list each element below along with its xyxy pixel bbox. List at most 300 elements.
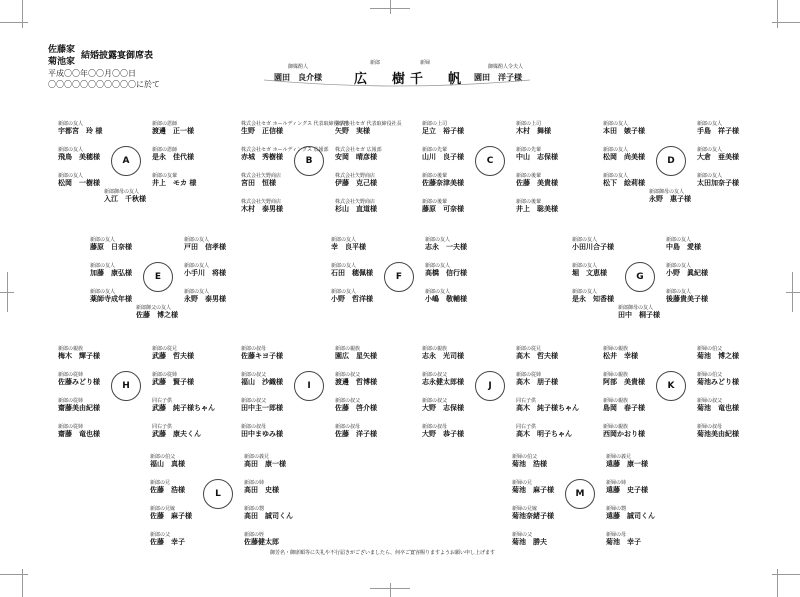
- guest-relation: 新郎の叔父: [335, 398, 361, 404]
- guest-name: 小野 哲洋様: [331, 295, 373, 303]
- guest-relation: 新郎の友人: [603, 173, 629, 179]
- guest-seat: [104, 189, 146, 204]
- guest-name: 園広 星矢様: [335, 352, 377, 360]
- guest-name: 高木 明子ちゃん: [516, 430, 572, 438]
- guest-relation: 新郎の親族: [335, 346, 361, 352]
- guest-name: 永野 泰男様: [184, 295, 226, 303]
- guest-name: 生野 正信様: [241, 127, 283, 135]
- head-right-role: 御媒酌人令夫人: [488, 64, 524, 70]
- crop-mark: [390, 583, 391, 597]
- guest-name: 入江 千秋様: [104, 195, 146, 203]
- guest-seat: [331, 237, 366, 252]
- guest-relation: 新郎の従姉: [58, 372, 84, 378]
- event-venue: 〇〇〇〇〇〇〇〇〇〇〇に於て: [48, 80, 160, 89]
- document-title: 結婚披露宴御席表: [81, 51, 154, 61]
- guest-relation: 新婦の伯父: [697, 372, 723, 378]
- guest-name: 大野 恭子様: [422, 430, 464, 438]
- guest-seat: [335, 424, 377, 439]
- guest-name: 志永健太郎様: [422, 378, 464, 386]
- guest-relation: 新郎の友人: [58, 121, 84, 127]
- family-name: 菊池家: [48, 57, 76, 67]
- guest-name: 福山 沙織様: [241, 378, 283, 386]
- guest-seat: [422, 398, 464, 413]
- guest-name: 足立 裕子様: [422, 127, 464, 135]
- guest-seat: [90, 289, 132, 304]
- table-circle: C: [475, 146, 505, 176]
- guest-seat: [90, 263, 132, 278]
- guest-seat: [152, 147, 194, 162]
- guest-name: 中山 志保様: [516, 153, 558, 161]
- table-circle: F: [384, 262, 414, 292]
- guest-seat: [58, 147, 100, 162]
- guest-seat: [241, 173, 281, 188]
- guest-seat: [697, 173, 739, 188]
- guest-seat: [150, 506, 192, 521]
- guest-seat: [58, 346, 100, 361]
- guest-seat: [512, 480, 554, 495]
- guest-relation: 新郎の従兄: [516, 346, 542, 352]
- guest-name: 小田川合子様: [572, 243, 614, 251]
- guest-name: 佐藤 洋子様: [335, 430, 377, 438]
- guest-name: 遠藤 史子様: [606, 486, 648, 494]
- guest-relation: 新郎の叔父: [335, 372, 361, 378]
- guest-seat: [150, 532, 185, 547]
- guest-name: 本田 嫉子様: [603, 127, 645, 135]
- crop-mark: [370, 588, 410, 589]
- guest-name: 武藤 賢子様: [152, 378, 194, 386]
- table-circle: E: [143, 262, 173, 292]
- guest-seat: [516, 147, 558, 162]
- guest-relation: 新郎の上司: [516, 121, 542, 127]
- guest-seat: [152, 398, 215, 413]
- guest-relation: 新郎の姉: [244, 480, 265, 486]
- guest-name: 志永 一夫様: [425, 243, 467, 251]
- guest-name: 堀 文恵様: [572, 269, 607, 277]
- guest-seat: [90, 237, 132, 252]
- guest-seat: [184, 237, 226, 252]
- guest-relation: 新郎の友人: [331, 289, 357, 295]
- table-circle: H: [111, 371, 141, 401]
- guest-name: 武藤 康夫くん: [152, 430, 201, 438]
- guest-relation: 新婦の叔父: [697, 398, 723, 404]
- guest-name: 薬師寺成年様: [90, 295, 132, 303]
- head-left-name: 園田 良介様: [274, 73, 322, 82]
- guest-seat: [516, 173, 558, 188]
- head-left-role: 御媒酌人: [288, 64, 309, 70]
- guest-relation: 新郎御母の友人: [104, 189, 140, 195]
- guest-relation: 新郎の兄嫁: [150, 506, 176, 512]
- guest-relation: 新郎の従姉: [152, 372, 178, 378]
- guest-name: 高木 純子様ちゃん: [516, 404, 579, 412]
- guest-seat: [606, 506, 655, 521]
- guest-relation: 新郎の叔母: [422, 424, 448, 430]
- table-circle: G: [625, 262, 655, 292]
- guest-seat: [331, 289, 373, 304]
- guest-name: 田中主一郎様: [241, 404, 283, 412]
- guest-relation: 新婦の兄: [512, 480, 533, 486]
- crop-mark: [792, 272, 793, 312]
- crop-mark: [22, 569, 23, 597]
- guest-seat: [152, 372, 194, 387]
- guest-seat: [335, 346, 377, 361]
- guest-name: 高橋 信行様: [425, 269, 467, 277]
- guest-seat: [425, 263, 467, 278]
- guest-name: 菊池 博之様: [697, 352, 739, 360]
- guest-seat: [512, 506, 554, 521]
- guest-seat: [244, 506, 293, 521]
- guest-name: 志永 光司様: [422, 352, 464, 360]
- guest-seat: [666, 237, 701, 252]
- guest-seat: [516, 398, 579, 413]
- guest-seat: [152, 173, 196, 188]
- table-circle: K: [656, 371, 686, 401]
- guest-name: 木村 舞様: [516, 127, 551, 135]
- guest-relation: 新郎の後輩: [422, 199, 448, 205]
- head-table: [262, 58, 532, 88]
- head-table-arc: [262, 78, 532, 90]
- guest-name: 佐藤 啓介様: [335, 404, 377, 412]
- guest-name: 藤原 可奈様: [422, 205, 464, 213]
- guest-relation: 新郎の従姉: [58, 424, 84, 430]
- guest-name: 是永 知香様: [572, 295, 614, 303]
- groom-name: 広 樹: [354, 72, 412, 87]
- guest-name: 佐藤奈津美様: [422, 179, 464, 187]
- guest-name: 宇都宮 玲 様: [58, 127, 103, 135]
- event-date: 平成〇〇年〇〇月〇〇日: [48, 69, 136, 78]
- guest-name: 石田 穂佩様: [331, 269, 373, 277]
- guest-relation: 新郎の友輩: [152, 173, 178, 179]
- guest-name: 菊池 浩様: [512, 460, 547, 468]
- guest-name: 菊池 幸子: [606, 538, 641, 546]
- guest-name: 大倉 亜美様: [697, 153, 739, 161]
- guest-name: 手島 祥子様: [697, 127, 739, 135]
- guest-relation: 新婦の義兄: [606, 454, 632, 460]
- guest-name: 武藤 純子様ちゃん: [152, 404, 215, 412]
- guest-relation: 新郎の上司: [422, 121, 448, 127]
- guest-name: 宮田 恒様: [241, 179, 276, 187]
- crop-mark: [370, 8, 410, 9]
- guest-seat: [422, 346, 464, 361]
- table-circle: M: [565, 479, 595, 509]
- guest-seat: [422, 372, 464, 387]
- guest-seat: [516, 199, 558, 214]
- guest-seat: [603, 147, 645, 162]
- crop-mark: [777, 569, 778, 597]
- table-circle: L: [203, 479, 233, 509]
- guest-relation: 新郎の叔母: [335, 424, 361, 430]
- guest-relation: 新郎の恩師: [152, 147, 178, 153]
- guest-seat: [136, 305, 178, 320]
- guest-name: 齋藤 竜也様: [58, 430, 100, 438]
- guest-name: 渡邊 正一様: [152, 127, 194, 135]
- guest-seat: [58, 121, 102, 136]
- guest-name: 遠藤 康一様: [606, 460, 648, 468]
- guest-relation: 新郎の友人: [425, 263, 451, 269]
- guest-seat: [335, 173, 377, 188]
- guest-seat: [58, 173, 100, 188]
- table-circle: B: [294, 146, 324, 176]
- guest-relation: 新婦の親族: [603, 424, 629, 430]
- guest-relation: 株式会社セガ ホールディングス 代表取締役専務: [241, 121, 349, 127]
- guest-relation: 新郎の友人: [697, 121, 723, 127]
- guest-relation: 新郎の親族: [422, 346, 448, 352]
- guest-seat: [241, 398, 283, 413]
- guest-relation: 株式会社セガ 代表取締役社長: [335, 121, 402, 127]
- guest-relation: 新郎の先輩: [516, 147, 542, 153]
- guest-relation: 新婦の兄嫁: [512, 506, 538, 512]
- guest-relation: 株式会社矢野商店: [241, 199, 282, 205]
- guest-name: 佐藤キヨ子様: [241, 352, 283, 360]
- guest-name: 藤原 日奈様: [90, 243, 132, 251]
- guest-seat: [422, 121, 464, 136]
- guest-name: 幸 良平様: [331, 243, 366, 251]
- guest-seat: [244, 480, 279, 495]
- guest-name: 武藤 哲夫様: [152, 352, 194, 360]
- guest-relation: 新郎の友人: [572, 263, 598, 269]
- guest-name: 菊池美由紀様: [697, 430, 739, 438]
- guest-relation: 新婦の伯父: [697, 346, 723, 352]
- guest-seat: [603, 372, 645, 387]
- guest-seat: [184, 289, 226, 304]
- guest-name: 菊池 竜也様: [697, 404, 739, 412]
- guest-relation: 新郎の友人: [184, 263, 210, 269]
- crop-mark: [0, 22, 28, 23]
- guest-relation: 新郎の後輩: [516, 173, 542, 179]
- guest-relation: 同右子供: [516, 398, 537, 404]
- guest-seat: [512, 454, 547, 469]
- guest-relation: 株式会社矢野商店: [335, 199, 376, 205]
- guest-relation: 同右子供: [152, 398, 173, 404]
- guest-relation: 新郎の叔母: [241, 346, 267, 352]
- guest-name: 井上 モカ 様: [152, 179, 197, 187]
- guest-name: 山川 良子様: [422, 153, 464, 161]
- guest-seat: [512, 532, 547, 547]
- table-circle: D: [656, 146, 686, 176]
- guest-relation: 同右子供: [152, 424, 173, 430]
- guest-relation: 新婦の親族: [603, 346, 629, 352]
- table-circle: I: [294, 371, 324, 401]
- guest-relation: 新婦の父: [512, 532, 533, 538]
- guest-seat: [335, 398, 377, 413]
- guest-name: 田中まゆみ様: [241, 430, 283, 438]
- guest-seat: [58, 424, 100, 439]
- guest-name: 佐藤健太郎: [244, 538, 279, 546]
- guest-name: 矢野 実様: [335, 127, 370, 135]
- guest-name: 佐藤みどり様: [58, 378, 100, 386]
- guest-relation: 新郎御母の友人: [618, 305, 654, 311]
- crop-mark: [0, 574, 28, 575]
- guest-seat: [331, 263, 373, 278]
- guest-name: 高木 哲夫様: [516, 352, 558, 360]
- guest-relation: 新郎の叔父: [422, 398, 448, 404]
- guest-seat: [603, 424, 645, 439]
- guest-seat: [572, 289, 614, 304]
- crop-mark: [786, 292, 800, 293]
- guest-name: 松下 絵莉様: [603, 179, 645, 187]
- guest-seat: [241, 147, 329, 162]
- guest-relation: 新郎の叔父: [241, 398, 267, 404]
- guest-relation: 新郎の叔父: [241, 372, 267, 378]
- guest-relation: 株式会社矢野商店: [241, 173, 282, 179]
- guest-seat: [422, 199, 464, 214]
- guest-seat: [697, 398, 739, 413]
- guest-name: 杉山 直道様: [335, 205, 377, 213]
- guest-seat: [603, 121, 645, 136]
- guest-seat: [697, 121, 739, 136]
- guest-seat: [150, 454, 185, 469]
- guest-relation: 新郎の友人: [90, 289, 116, 295]
- guest-seat: [150, 480, 185, 495]
- guest-name: 梅木 輝子様: [58, 352, 100, 360]
- guest-relation: 新郎の友人: [697, 173, 723, 179]
- crop-mark: [390, 0, 391, 14]
- guest-name: 中島 愛様: [666, 243, 701, 251]
- guest-name: 菊池 麻子様: [512, 486, 554, 494]
- guest-name: 佐藤 幸子: [150, 538, 185, 546]
- guest-name: 小野 眞紀様: [666, 269, 708, 277]
- guest-relation: 新郎の父: [150, 532, 171, 538]
- guest-seat: [422, 147, 464, 162]
- guest-relation: 新郎の友人: [331, 237, 357, 243]
- guest-relation: 新郎の親族: [58, 346, 84, 352]
- guest-relation: 新郎の友人: [666, 263, 692, 269]
- guest-seat: [152, 424, 201, 439]
- guest-relation: 新郎の友人: [666, 289, 692, 295]
- guest-seat: [422, 173, 464, 188]
- guest-relation: 株式会社セガ ホールディングス 広報部: [241, 147, 329, 153]
- guest-seat: [152, 346, 194, 361]
- guest-name: 齋藤美由紀様: [58, 404, 100, 412]
- guest-seat: [425, 237, 467, 252]
- guest-relation: 新郎の友人: [425, 289, 451, 295]
- guest-relation: 新郎の従姉: [58, 398, 84, 404]
- guest-seat: [697, 424, 739, 439]
- guest-relation: 新婦の甥: [606, 506, 627, 512]
- guest-relation: 新郎の兄: [150, 480, 171, 486]
- guest-name: 阿部 美貴様: [603, 378, 645, 386]
- guest-seat: [666, 289, 708, 304]
- guest-name: 佐藤 麻子様: [150, 512, 192, 520]
- guest-name: 島岡 春子様: [603, 404, 645, 412]
- guest-relation: 新郎の後輩: [516, 199, 542, 205]
- guest-seat: [697, 372, 739, 387]
- guest-seat: [603, 173, 645, 188]
- guest-name: 安岡 晴彦様: [335, 153, 377, 161]
- guest-name: 佐藤 博之様: [136, 311, 178, 319]
- guest-seat: [697, 147, 739, 162]
- guest-seat: [606, 532, 641, 547]
- guest-seat: [422, 424, 464, 439]
- guest-relation: 新郎の友人: [58, 147, 84, 153]
- guest-relation: 新郎の友人: [184, 237, 210, 243]
- guest-seat: [335, 121, 402, 136]
- guest-relation: 新郎の叔母: [241, 424, 267, 430]
- guest-seat: [666, 263, 708, 278]
- guest-name: 小手川 将様: [184, 269, 226, 277]
- guest-seat: [152, 121, 194, 136]
- guest-name: 小嶋 敬輔様: [425, 295, 467, 303]
- guest-name: 田中 桐子様: [618, 311, 660, 319]
- guest-seat: [184, 263, 226, 278]
- guest-name: 菊池 勝夫: [512, 538, 547, 546]
- guest-name: 高田 誠司くん: [244, 512, 293, 520]
- guest-name: 渡邊 哲博様: [335, 378, 377, 386]
- guest-name: 福山 真様: [150, 460, 185, 468]
- guest-relation: 新郎の友人: [90, 237, 116, 243]
- guest-name: 佐藤 浩様: [150, 486, 185, 494]
- groom-label: 新郎: [370, 60, 381, 66]
- guest-name: 西岡かおり様: [603, 430, 645, 438]
- guest-relation: 同右子供: [516, 424, 537, 430]
- guest-relation: 新郎の友人: [603, 121, 629, 127]
- guest-relation: 新郎の甥: [244, 506, 265, 512]
- guest-relation: 株式会社矢野商店: [335, 173, 376, 179]
- guest-relation: 新郎の叔父: [422, 372, 448, 378]
- guest-seat: [606, 454, 648, 469]
- family-name: 佐藤家: [48, 45, 76, 55]
- table-circle: J: [475, 371, 505, 401]
- guest-name: 伊藤 克己様: [335, 179, 377, 187]
- guest-relation: 新郎の友人: [697, 147, 723, 153]
- guest-relation: 新郎の友人: [572, 237, 598, 243]
- head-right-name: 園田 洋子様: [474, 73, 522, 82]
- guest-name: 後藤貴美子様: [666, 295, 708, 303]
- guest-relation: 株式会社セガ 広報部: [335, 147, 382, 153]
- guest-name: 菊池奈緒子様: [512, 512, 554, 520]
- guest-name: 大野 志保様: [422, 404, 464, 412]
- guest-relation: 新郎の義兄: [244, 454, 270, 460]
- guest-relation: 新郎の友人: [603, 147, 629, 153]
- guest-seat: [516, 121, 551, 136]
- guest-seat: [618, 305, 660, 320]
- guest-seat: [58, 398, 100, 413]
- guest-seat: [649, 189, 691, 204]
- guest-seat: [58, 372, 100, 387]
- guest-seat: [603, 346, 638, 361]
- guest-relation: 新郎の恩師: [152, 121, 178, 127]
- guest-relation: 新婦の母: [606, 532, 627, 538]
- guest-relation: 新郎の従兄: [152, 346, 178, 352]
- guest-name: 戸田 信孝様: [184, 243, 226, 251]
- guest-relation: 新郎の後輩: [422, 173, 448, 179]
- guest-seat: [244, 454, 286, 469]
- guest-relation: 新郎の先輩: [422, 147, 448, 153]
- guest-relation: 新婦の叔母: [697, 424, 723, 430]
- guest-seat: [516, 346, 558, 361]
- guest-seat: [241, 346, 283, 361]
- guest-name: 高木 朋子様: [516, 378, 558, 386]
- guest-name: 永野 惠子様: [649, 195, 691, 203]
- table-circle: A: [111, 146, 141, 176]
- guest-name: 松岡 尚美様: [603, 153, 645, 161]
- guest-relation: 新郎御父の友人: [136, 305, 172, 311]
- crop-mark: [7, 272, 8, 312]
- guest-seat: [241, 372, 283, 387]
- guest-seat: [335, 199, 377, 214]
- guest-relation: 新郎御母の友人: [649, 189, 685, 195]
- guest-name: 加藤 康弘様: [90, 269, 132, 277]
- crop-mark: [22, 0, 23, 28]
- guest-relation: 新郎の友人: [425, 237, 451, 243]
- guest-seat: [572, 263, 607, 278]
- bride-name: 千 帆: [410, 72, 468, 87]
- guest-relation: 新郎の姪: [244, 532, 265, 538]
- guest-relation: 新郎の友人: [331, 263, 357, 269]
- crop-mark: [777, 0, 778, 28]
- guest-seat: [516, 372, 558, 387]
- guest-seat: [241, 199, 283, 214]
- guest-relation: 新婦の親族: [603, 372, 629, 378]
